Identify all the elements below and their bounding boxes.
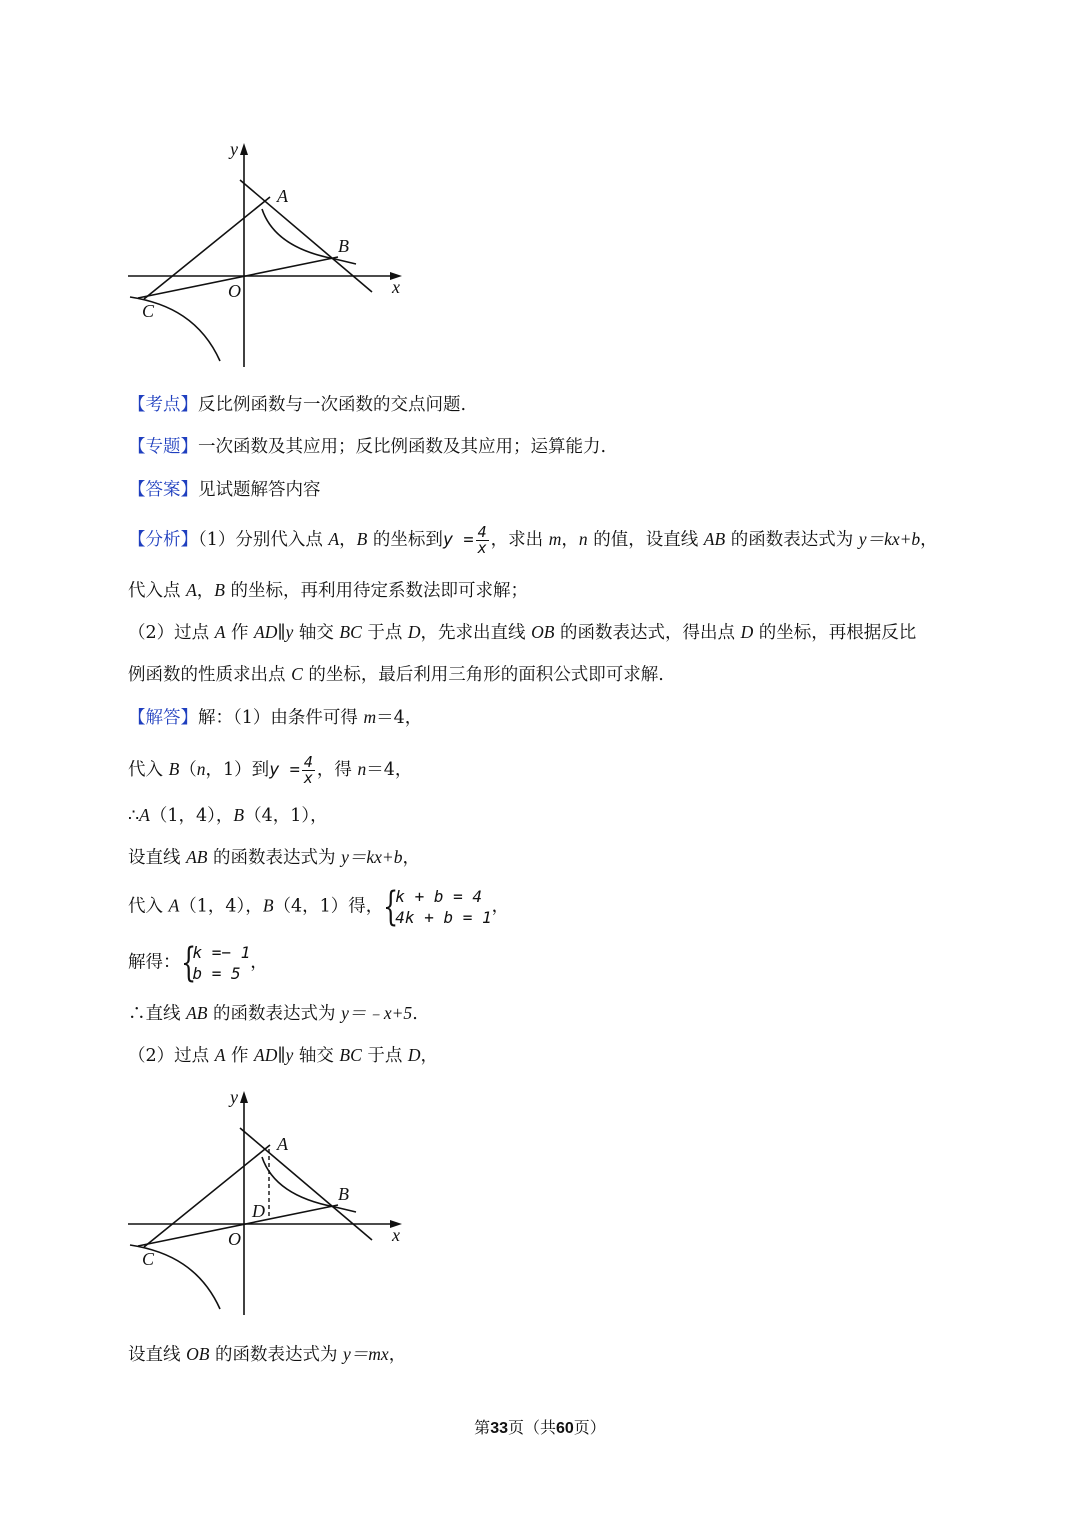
var-bc: BC: [339, 1045, 362, 1065]
fenxi-text: 的坐标，再利用待定系数法即可求解；: [224, 581, 529, 601]
zhuanti-text: 一次函数及其应用；反比例函数及其应用；运算能力.: [198, 437, 607, 457]
daan-text: 见试题解答内容: [198, 480, 321, 500]
fraction-4-over-x: [302, 755, 315, 786]
label-y: y: [230, 1087, 238, 1107]
graph-figure-1: [120, 135, 420, 375]
kaodian-line: [128, 393, 980, 417]
fraction-4-over-x: [476, 525, 489, 556]
jieda-text: ，: [388, 1345, 407, 1365]
y-axis-arrow: [240, 1091, 248, 1103]
var-b: B: [214, 580, 225, 600]
var-a: A: [214, 1045, 226, 1065]
jieda-text: ，1）到: [205, 760, 270, 780]
equation-row: b = 5: [192, 964, 241, 983]
jieda-text: （2）过点: [128, 1046, 215, 1066]
footer-text: 第: [474, 1418, 491, 1437]
footer-text: 页）: [573, 1418, 606, 1437]
jieda-text: 代入: [128, 896, 169, 917]
jieda-text: （1，4），: [179, 896, 263, 917]
jieda-text: ＝4，: [376, 708, 423, 728]
fenxi-text: 作: [225, 623, 255, 643]
var-n: n: [578, 529, 588, 549]
fenxi-text: （2）过点: [128, 623, 215, 643]
brace-symbol: {: [180, 940, 196, 986]
daan-tag: 【答案】: [128, 480, 198, 500]
var-ab: AB: [186, 1003, 208, 1023]
var-b: B: [262, 895, 274, 916]
fenxi-text: 的函数表达式，得出点: [554, 623, 741, 643]
label-a: A: [277, 1134, 288, 1154]
var-n: n: [357, 759, 367, 779]
label-d: D: [252, 1201, 265, 1221]
footer-text: 页（共: [507, 1418, 556, 1437]
jieda-text: 代入: [128, 760, 169, 780]
fraction-numerator: 4: [303, 753, 313, 771]
jieda-line-1: [128, 705, 980, 730]
fenxi-text: 的值，设直线: [587, 530, 704, 550]
var-ob: OB: [531, 622, 555, 642]
jieda-text: ，: [250, 952, 268, 973]
fenxi-text: 的坐标，再根据反比: [753, 623, 917, 643]
fenxi-text: 的函数表达式为: [725, 530, 859, 550]
var-ab: AB: [703, 529, 726, 549]
label-x: x: [392, 277, 400, 297]
equation-row: k + b = 4: [395, 887, 482, 906]
var-c: C: [291, 664, 303, 684]
jieda-line-2: [128, 755, 980, 786]
fenxi-tag: 【分析】: [128, 530, 198, 550]
parallel-symbol: ∥: [277, 1046, 286, 1066]
jieda-text: ∴直线: [128, 1004, 187, 1024]
fenxi-text: ，: [196, 581, 215, 601]
label-b: B: [338, 236, 349, 256]
fenxi-text: ，: [920, 530, 938, 550]
var-ad: AD: [254, 622, 278, 642]
jieda-text: 解：（1）由条件可得: [198, 708, 364, 728]
jieda-text: ，: [420, 1046, 439, 1066]
var-ob: OB: [186, 1344, 210, 1364]
jieda-line-5: [128, 886, 980, 928]
graph-figure-2-svg: [120, 1083, 420, 1323]
var-n: n: [196, 759, 206, 779]
var-a: A: [328, 529, 340, 549]
var-y: y: [285, 1045, 294, 1065]
var-d: D: [740, 622, 754, 642]
var-b: B: [168, 759, 180, 779]
fraction-denominator: x: [477, 539, 487, 557]
jieda-line-9: [128, 1342, 980, 1367]
equation-row: k =− 1: [192, 943, 251, 962]
label-a: A: [277, 186, 288, 206]
var-m: m: [363, 707, 377, 727]
label-b: B: [338, 1184, 349, 1204]
fenxi-text: 例函数的性质求出点: [128, 665, 292, 685]
jieda-line-4: [128, 845, 980, 870]
jieda-text: 轴交: [293, 1046, 340, 1066]
jieda-text: ，: [491, 896, 510, 917]
jieda-text: 的函数表达式为: [209, 1345, 344, 1365]
parallel-symbol: ∥: [277, 623, 286, 643]
fraction-denominator: x: [303, 769, 313, 787]
fenxi-text: （1）分别代入点: [198, 530, 329, 550]
jieda-line-7: [128, 1001, 980, 1026]
fenxi-text: ，先求出直线: [420, 623, 532, 643]
jieda-text: ，: [402, 848, 420, 868]
page-number: 33: [490, 1420, 508, 1437]
jieda-text: 于点: [361, 1046, 408, 1066]
therefore-symbol: ∴: [128, 806, 140, 826]
var-bc: BC: [339, 622, 362, 642]
jieda-text: 设直线: [128, 1345, 187, 1365]
var-d: D: [407, 622, 421, 642]
fenxi-text: 的坐标到: [367, 530, 443, 550]
equation-row: 4k + b = 1: [395, 908, 492, 927]
fenxi-text: ，求出: [490, 530, 549, 550]
jieda-line-8: [128, 1043, 980, 1068]
jieda-text: （4，1）得，: [273, 896, 384, 917]
graph-figure-2: [120, 1083, 420, 1323]
expr-ykxb: y＝kx+b: [858, 529, 921, 549]
label-x: x: [392, 1225, 400, 1245]
fenxi-text: ，: [561, 530, 579, 550]
y-axis-arrow: [240, 143, 248, 155]
jieda-line-6: [128, 942, 980, 984]
fenxi-line-3: [128, 620, 980, 645]
page-footer: [0, 1415, 1080, 1438]
zhuanti-line: [128, 435, 980, 459]
jieda-text: 的函数表达式为: [207, 1004, 342, 1024]
var-y: y: [285, 622, 294, 642]
fenxi-line-1: [128, 525, 980, 556]
expr-ymx: y＝mx: [343, 1344, 389, 1364]
var-a: A: [186, 580, 197, 600]
fraction-numerator: 4: [477, 523, 487, 541]
fenxi-text: 轴交: [293, 623, 340, 643]
fenxi-text: ，: [339, 530, 357, 550]
var-m: m: [548, 529, 562, 549]
fenxi-text: 代入点: [128, 581, 187, 601]
jieda-text: 作: [225, 1046, 255, 1066]
fenxi-text: 的坐标，最后利用三角形的面积公式即可求解.: [302, 665, 664, 685]
kaodian-text: 反比例函数与一次函数的交点问题.: [198, 395, 467, 415]
expr-ykxb: y＝kx+b: [341, 847, 403, 867]
var-b: B: [233, 805, 245, 825]
var-ab: AB: [186, 847, 208, 867]
label-c: C: [142, 1249, 155, 1269]
var-a: A: [168, 895, 180, 916]
math-y-eq: y =: [442, 530, 474, 550]
jieda-text: （4，1），: [244, 806, 328, 826]
equation-system-2: [181, 942, 251, 984]
math-y-eq: y =: [269, 760, 300, 780]
fenxi-line-2: [128, 578, 980, 603]
line-ab: [240, 1128, 372, 1240]
jieda-line-3: [128, 803, 980, 828]
var-d: D: [407, 1045, 421, 1065]
jieda-text: （: [179, 760, 197, 780]
kaodian-tag: 【考点】: [128, 395, 198, 415]
var-a: A: [139, 805, 150, 825]
page-total: 60: [556, 1420, 574, 1437]
daan-line: [128, 478, 980, 502]
graph-figure-1-svg: [120, 135, 420, 375]
jieda-text: ＝4，: [366, 760, 413, 780]
fenxi-line-4: [128, 662, 980, 687]
jieda-text: .: [412, 1004, 418, 1024]
var-ad: AD: [254, 1045, 278, 1065]
jieda-tag: 【解答】: [128, 708, 198, 728]
expr-y-neg-x-plus-5: y＝﹣x+5: [341, 1003, 413, 1023]
brace-symbol: {: [383, 884, 399, 930]
var-a: A: [214, 622, 226, 642]
label-o: O: [228, 281, 241, 301]
var-b: B: [356, 529, 368, 549]
jieda-text: 的函数表达式为: [207, 848, 342, 868]
label-c: C: [142, 301, 155, 321]
equation-system-1: [383, 886, 491, 928]
fenxi-text: 于点: [361, 623, 408, 643]
label-y: y: [230, 139, 238, 159]
zhuanti-tag: 【专题】: [128, 437, 198, 457]
jieda-text: 设直线: [128, 848, 187, 868]
jieda-text: （1，4），: [149, 806, 234, 826]
jieda-text: 解得：: [128, 952, 181, 973]
jieda-text: ，得: [316, 760, 358, 780]
label-o: O: [228, 1229, 241, 1249]
